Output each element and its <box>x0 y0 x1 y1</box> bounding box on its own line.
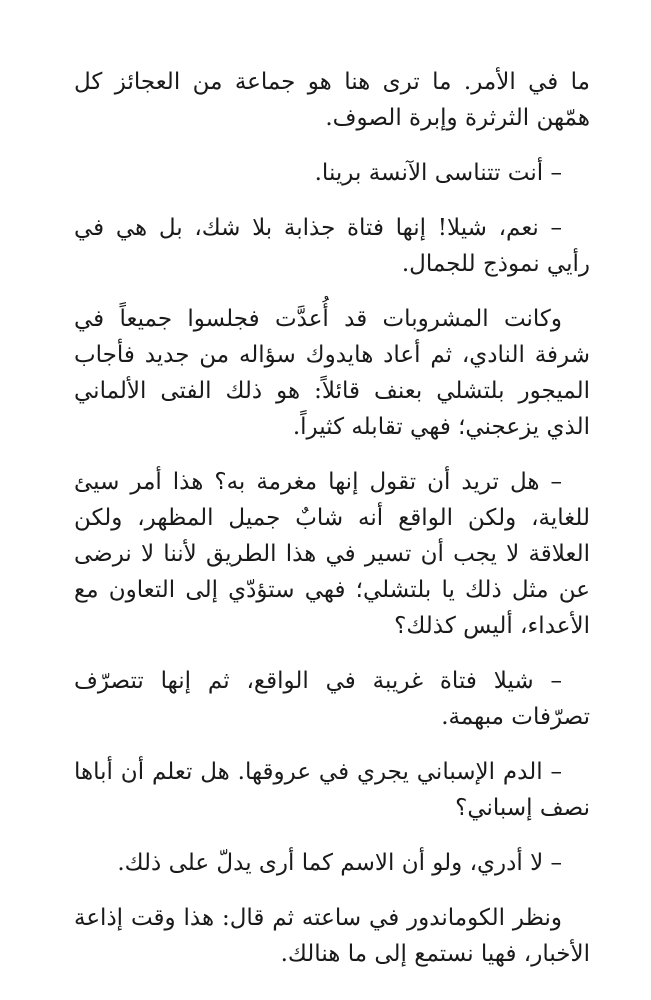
narration-paragraph: وكانت المشروبات قد أُعدَّت فجلسوا جميعاً في شرفة النادي، ثم أعاد هايدوك سؤاله من جديد فأجاب الميجور بلتشلي بعنف قائلاً: هو ذلك الفتى الألماني الذي يزعجني؛ فهي تقابله كثيراً. <box>74 306 590 440</box>
dialogue-line: – الدم الإسباني يجري في عروقها. هل تعلم أن أباها نصف إسباني؟ <box>74 759 590 821</box>
dialogue-line: – هل تريد أن تقول إنها مغرمة به؟ هذا أمر سيئ للغاية، ولكن الواقع أنه شابٌ جميل المظهر، ولكن العلاقة لا يجب أن تسير في هذا الطريق لأننا لا نرضى عن مثل ذلك يا بلتشلي؛ فهي ستؤدّي إلى التعاون مع الأعداء، أليس كذلك؟ <box>74 469 590 639</box>
dialogue-line: – نعم، شيلا! إنها فتاة جذابة بلا شك، بل هي في رأيي نموذج للجمال. <box>74 215 590 277</box>
dialogue-line: – شيلا فتاة غريبة في الواقع، ثم إنها تتصرّف تصرّفات مبهمة. <box>74 668 590 730</box>
narration-paragraph: ونظر الكوماندور في ساعته ثم قال: هذا وقت إذاعة الأخبار، فهيا نستمع إلى ما هنالك. <box>74 905 590 967</box>
paragraph-continuation: ما في الأمر. ما ترى هنا هو جماعة من العجائز كل همّهن الثرثرة وإبرة الصوف. <box>74 69 590 131</box>
dialogue-line: – لا أدري، ولو أن الاسم كما أرى يدلّ على ذلك. <box>117 850 562 876</box>
dialogue-line: – أنت تتناسى الآنسة برينا. <box>314 160 562 186</box>
book-page <box>74 64 590 991</box>
